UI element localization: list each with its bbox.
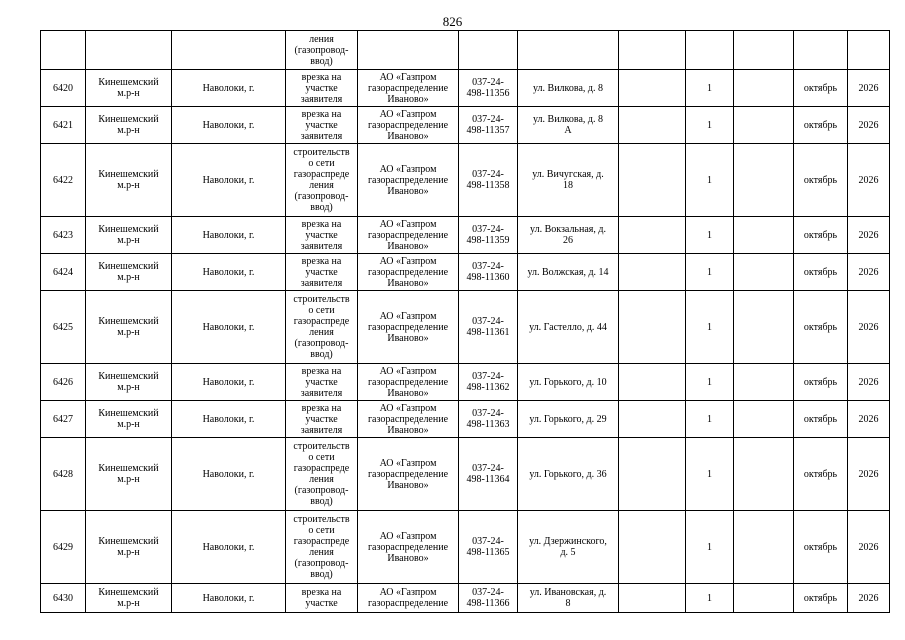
quantity-cell: 1 [686,217,734,254]
work-type-cell: строительств о сети газораспреде ления (газопровод- ввод) [286,511,358,584]
organization-cell: АО «Газпром газораспределение Иваново» [358,70,459,107]
year-cell: 2026 [848,217,890,254]
locality-cell: Наволоки, г. [172,217,286,254]
work-type-cell: врезка на участке заявителя [286,107,358,144]
empty-cell [734,511,794,584]
district-cell: Кинешемский м.р-н [86,291,172,364]
table-row [41,511,890,584]
month-cell: октябрь [794,584,848,613]
code-cell: 037-24- 498-11356 [459,70,518,107]
year-cell: 2026 [848,438,890,511]
month-cell: октябрь [794,70,848,107]
code-cell: 037-24- 498-11357 [459,107,518,144]
address-cell: ул. Дзержинского, д. 5 [518,511,619,584]
district-cell: Кинешемский м.р-н [86,254,172,291]
empty-cell [619,254,686,291]
quantity-cell: 1 [686,107,734,144]
quantity-cell: 1 [686,291,734,364]
code-cell: 037-24- 498-11362 [459,364,518,401]
table-row [41,144,890,217]
year-cell: 2026 [848,291,890,364]
quantity-cell: 1 [686,511,734,584]
month-cell: октябрь [794,291,848,364]
month-cell: октябрь [794,144,848,217]
work-type-cell: врезка на участке заявителя [286,401,358,438]
code-cell: 037-24- 498-11365 [459,511,518,584]
address-cell: ул. Гастелло, д. 44 [518,291,619,364]
table-row [41,438,890,511]
empty-cell [734,401,794,438]
empty-cell [619,438,686,511]
empty-cell [734,291,794,364]
address-cell: ул. Вокзальная, д. 26 [518,217,619,254]
locality-cell: Наволоки, г. [172,438,286,511]
work-type-cell: врезка на участке [286,584,358,613]
quantity-cell: 1 [686,401,734,438]
row-number: 6421 [41,107,86,144]
work-type-cell: строительств о сети газораспреде ления (газопровод- ввод) [286,438,358,511]
work-type-cell: врезка на участке заявителя [286,70,358,107]
organization-cell: АО «Газпром газораспределение Иваново» [358,217,459,254]
table-row [41,254,890,291]
organization-cell: АО «Газпром газораспределение Иваново» [358,254,459,291]
year-cell: 2026 [848,254,890,291]
work-type-cell: врезка на участке заявителя [286,364,358,401]
locality-cell: Наволоки, г. [172,254,286,291]
quantity-cell: 1 [686,584,734,613]
row-number: 6430 [41,584,86,613]
district-cell: Кинешемский м.р-н [86,107,172,144]
quantity-cell: 1 [686,254,734,291]
empty-cell [619,107,686,144]
district-cell: Кинешемский м.р-н [86,584,172,613]
organization-cell: АО «Газпром газораспределение Иваново» [358,107,459,144]
district-cell: Кинешемский м.р-н [86,364,172,401]
table-row [41,401,890,438]
address-cell: ул. Волжская, д. 14 [518,254,619,291]
locality-cell: Наволоки, г. [172,70,286,107]
page-number: 826 [442,14,463,29]
continuation-row [41,31,890,70]
row-number: 6420 [41,70,86,107]
organization-cell: АО «Газпром газораспределение Иваново» [358,144,459,217]
empty-cell [734,584,794,613]
empty-cell [619,144,686,217]
district-cell: Кинешемский м.р-н [86,511,172,584]
month-cell: октябрь [794,438,848,511]
organization-cell: АО «Газпром газораспределение Иваново» [358,511,459,584]
work-type-cell: врезка на участке заявителя [286,254,358,291]
row-number: 6425 [41,291,86,364]
year-cell: 2026 [848,364,890,401]
empty-cell [619,291,686,364]
organization-cell: АО «Газпром газораспределение Иваново» [358,438,459,511]
gasification-schedule-table [40,30,890,613]
address-cell: ул. Горького, д. 10 [518,364,619,401]
year-cell: 2026 [848,511,890,584]
table-row [41,364,890,401]
year-cell: 2026 [848,584,890,613]
empty-cell [619,217,686,254]
code-cell: 037-24- 498-11363 [459,401,518,438]
table-row [41,291,890,364]
organization-cell: АО «Газпром газораспределение [358,584,459,613]
locality-cell: Наволоки, г. [172,401,286,438]
locality-cell: Наволоки, г. [172,364,286,401]
locality-cell: Наволоки, г. [172,511,286,584]
work-type-cell: строительств о сети газораспреде ления (газопровод- ввод) [286,291,358,364]
district-cell: Кинешемский м.р-н [86,401,172,438]
organization-cell: АО «Газпром газораспределение Иваново» [358,291,459,364]
district-cell: Кинешемский м.р-н [86,217,172,254]
code-cell: 037-24- 498-11360 [459,254,518,291]
work-type-cell: строительств о сети газораспреде ления (газопровод- ввод) [286,144,358,217]
empty-cell [734,70,794,107]
address-cell: ул. Ивановская, д. 8 [518,584,619,613]
year-cell: 2026 [848,144,890,217]
quantity-cell: 1 [686,70,734,107]
organization-cell: АО «Газпром газораспределение Иваново» [358,364,459,401]
year-cell: 2026 [848,401,890,438]
month-cell: октябрь [794,511,848,584]
code-cell: 037-24- 498-11364 [459,438,518,511]
table-row [41,584,890,613]
code-cell: 037-24- 498-11366 [459,584,518,613]
month-cell: октябрь [794,401,848,438]
address-cell: ул. Горького, д. 36 [518,438,619,511]
year-cell: 2026 [848,70,890,107]
empty-cell [734,107,794,144]
district-cell: Кинешемский м.р-н [86,438,172,511]
quantity-cell: 1 [686,364,734,401]
code-cell: 037-24- 498-11358 [459,144,518,217]
row-number: 6426 [41,364,86,401]
table-body [41,31,890,613]
code-cell: 037-24- 498-11359 [459,217,518,254]
row-number: 6424 [41,254,86,291]
empty-cell [734,438,794,511]
work-type-cell: врезка на участке заявителя [286,217,358,254]
year-cell: 2026 [848,107,890,144]
locality-cell: Наволоки, г. [172,107,286,144]
empty-cell [619,511,686,584]
address-cell: ул. Вилкова, д. 8 [518,70,619,107]
month-cell: октябрь [794,254,848,291]
empty-cell [734,144,794,217]
month-cell: октябрь [794,217,848,254]
empty-cell [619,364,686,401]
locality-cell: Наволоки, г. [172,584,286,613]
district-cell: Кинешемский м.р-н [86,70,172,107]
table-row [41,217,890,254]
empty-cell [619,584,686,613]
empty-cell [619,70,686,107]
empty-cell [619,401,686,438]
row-number: 6423 [41,217,86,254]
quantity-cell: 1 [686,144,734,217]
address-cell: ул. Вилкова, д. 8 А [518,107,619,144]
row-number: 6422 [41,144,86,217]
row-number: 6427 [41,401,86,438]
empty-cell [734,217,794,254]
district-cell: Кинешемский м.р-н [86,144,172,217]
table-row [41,70,890,107]
organization-cell: АО «Газпром газораспределение Иваново» [358,401,459,438]
locality-cell: Наволоки, г. [172,144,286,217]
quantity-cell: 1 [686,438,734,511]
empty-cell [734,364,794,401]
table-row [41,107,890,144]
month-cell: октябрь [794,364,848,401]
continuation-work-type: ления (газопровод- ввод) [286,31,358,70]
empty-cell [734,254,794,291]
address-cell: ул. Вичугская, д. 18 [518,144,619,217]
row-number: 6429 [41,511,86,584]
row-number: 6428 [41,438,86,511]
month-cell: октябрь [794,107,848,144]
code-cell: 037-24- 498-11361 [459,291,518,364]
address-cell: ул. Горького, д. 29 [518,401,619,438]
locality-cell: Наволоки, г. [172,291,286,364]
